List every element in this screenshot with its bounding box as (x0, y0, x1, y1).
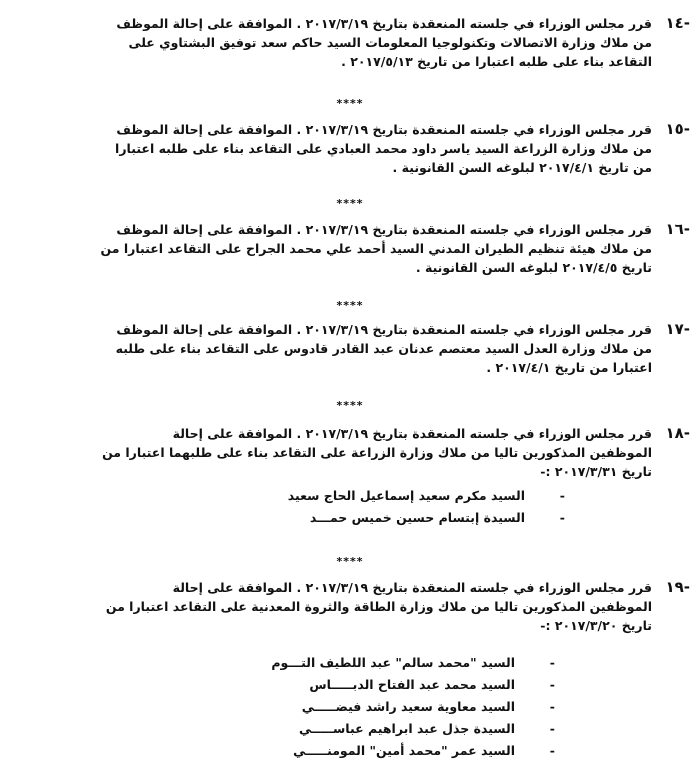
separator: **** (336, 399, 364, 412)
retiree-name: السيد معاوية سعيد راشد فيضـــــي (301, 699, 515, 714)
separator: **** (336, 299, 364, 312)
list-item: - السيدة جذل عبد ابراهيم عباســـــي (299, 721, 555, 736)
retiree-name: السيد مكرم سعيد إسماعيل الحاج سعيد (287, 488, 525, 503)
paragraph-line: الموظفين المذكورين تاليا من ملاك وزارة الطاقة والثروة المعدنية على التقاعد اعتبارا من (105, 599, 652, 614)
item-paragraph (30, 424, 652, 481)
item-paragraph (30, 578, 652, 635)
paragraph-line: من ملاك وزارة العدل السيد معتصم عدنان عبد القادر قادوس على التقاعد بناء على طلبه (115, 341, 652, 356)
item-paragraph (30, 220, 652, 277)
decision-item-17 (30, 320, 690, 377)
paragraph-line: اعتبارا من تاريخ ٢٠١٧/٤/١ . (486, 360, 652, 375)
paragraph-line: قرر مجلس الوزراء في جلسته المنعقدة بتاريخ ٢٠١٧/٣/١٩ . الموافقة على إحالة الموظف (116, 122, 652, 137)
list-item: - السيد مكرم سعيد إسماعيل الحاج سعيد (287, 488, 565, 503)
item-number: -١٨ (665, 424, 690, 442)
paragraph-line: من ملاك هيئة تنظيم الطيران المدني السيد أحمد علي محمد الجراح على التقاعد اعتبارا من (100, 241, 652, 256)
list-item: - السيد محمد عبد الفتاح الدبـــــاس (309, 677, 555, 692)
retiree-name: السيد محمد عبد الفتاح الدبـــــاس (309, 677, 515, 692)
paragraph-line: من ملاك وزارة الزراعة السيد ياسر داود محمد العبادي على التقاعد بناء على طلبه اعتبارا (115, 141, 652, 156)
decision-item-15 (30, 120, 690, 177)
decision-item-19 (30, 578, 690, 635)
item-number: -١٧ (665, 320, 690, 338)
paragraph-line: تاريخ ٢٠١٧/٣/٣١ :- (540, 464, 652, 479)
retiree-name: السيدة جذل عبد ابراهيم عباســـــي (299, 721, 515, 736)
separator: **** (336, 97, 364, 110)
retiree-list (287, 485, 565, 529)
list-item: - السيد معاوية سعيد راشد فيضـــــي (301, 699, 555, 714)
list-item: - السيدة إبتسام حسين خميس حمـــد (309, 510, 565, 525)
item-number: -١٩ (665, 578, 690, 596)
decision-item-16 (30, 220, 690, 277)
paragraph-line: قرر مجلس الوزراء في جلسته المنعقدة بتاريخ ٢٠١٧/٣/١٩ . الموافقة على إحالة الموظف (116, 16, 652, 31)
paragraph-line: قرر مجلس الوزراء في جلسته المنعقدة بتاريخ ٢٠١٧/٣/١٩ . الموافقة على إحالة الموظف (116, 222, 652, 237)
retiree-name: السيدة إبتسام حسين خميس حمـــد (309, 510, 525, 525)
retiree-list (271, 652, 555, 762)
item-paragraph (30, 120, 652, 177)
retiree-name: السيد عمر "محمد أمين" المومنـــــي (293, 743, 515, 758)
decision-item-14 (30, 14, 690, 71)
paragraph-line: التقاعد بناء على طلبه اعتبارا من تاريخ ٢٠١٧/٥/١٣ . (341, 54, 652, 69)
paragraph-line: قرر مجلس الوزراء في جلسته المنعقدة بتاريخ ٢٠١٧/٣/١٩ . الموافقة على إحالة الموظف (116, 322, 652, 337)
item-paragraph (30, 320, 652, 377)
separator: **** (336, 197, 364, 210)
paragraph-line: الموظفين المذكورين تاليا من ملاك وزارة الزراعة على التقاعد بناء على طلبهما اعتبارا من (102, 445, 652, 460)
paragraph-line: قرر مجلس الوزراء في جلسته المنعقدة بتاريخ ٢٠١٧/٣/١٩ . الموافقة على إحالة (172, 426, 652, 441)
paragraph-line: من تاريخ ٢٠١٧/٤/١ لبلوغه السن القانونية . (392, 160, 652, 175)
item-number: -١٦ (665, 220, 690, 238)
paragraph-line: تاريخ ٢٠١٧/٤/٥ لبلوغه السن القانونية . (415, 260, 652, 275)
paragraph-line: قرر مجلس الوزراء في جلسته المنعقدة بتاريخ ٢٠١٧/٣/١٩ . الموافقة على إحالة (172, 580, 652, 595)
item-number: -١٥ (665, 120, 690, 138)
item-number: -١٤ (665, 14, 690, 32)
list-item: - السيد "محمد سالم" عبد اللطيف التـــوم (271, 655, 555, 670)
item-paragraph (30, 14, 652, 71)
list-item: - السيد عمر "محمد أمين" المومنـــــي (293, 743, 555, 758)
decision-item-18 (30, 424, 690, 481)
retiree-name: السيد "محمد سالم" عبد اللطيف التـــوم (271, 655, 515, 670)
paragraph-line: تاريخ ٢٠١٧/٣/٢٠ :- (540, 618, 652, 633)
separator: **** (336, 555, 364, 568)
paragraph-line: من ملاك وزارة الاتصالات وتكنولوجيا المعلومات السيد حاكم سعد توفيق البشتاوي على (128, 35, 652, 50)
